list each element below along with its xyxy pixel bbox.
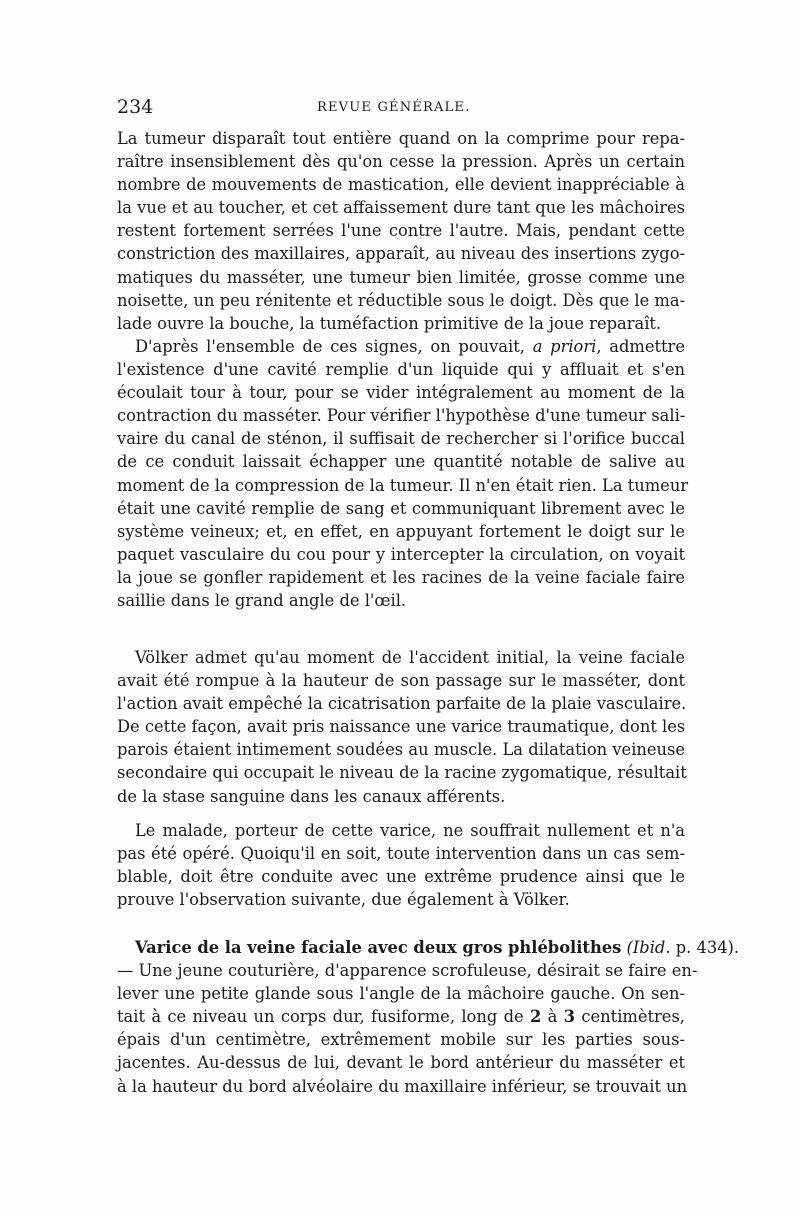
- text-line: La tumeur disparaît tout entière quand on la comprime pour repa-: [117, 129, 685, 148]
- paragraph-3: [117, 646, 685, 808]
- text-line: de ce conduit laissait échapper une quantité notable de salive au: [117, 452, 685, 472]
- text-span: à: [547, 1007, 558, 1027]
- text-line: lade ouvre la bouche, la tuméfaction primitive de la joue reparaît.: [117, 313, 662, 333]
- text-line: avait été rompue à la hauteur de son passage sur le masséter, dont: [117, 671, 685, 691]
- text-line: contraction du masséter. Pour vérifier l'hypothèse d'une tumeur sali-: [117, 406, 686, 426]
- text-line: Le malade, porteur de cette varice, ne souffrait nullement et n'a: [135, 821, 685, 840]
- paragraph-2: [117, 335, 689, 612]
- text-line: la joue se gonfler rapidement et les racines de la veine faciale faire: [117, 567, 685, 587]
- text-line: [117, 335, 685, 358]
- measure-value: 3: [563, 1007, 576, 1027]
- text-line: saillie dans le grand angle de l'œil.: [117, 591, 407, 611]
- text-line: — Une jeune couturière, d'apparence scrofuleuse, désirait se faire en-: [117, 961, 698, 981]
- text-line: lever une petite glande sous l'angle de la mâchoire gauche. On sen-: [117, 984, 685, 1004]
- text-line: constriction des maxillaires, apparaît, au niveau des insertions zygo-: [117, 244, 685, 264]
- text-span: centimètres,: [581, 1007, 685, 1027]
- text-line: système veineux; et, en effet, en appuyant fortement le doigt sur le: [117, 521, 685, 541]
- text-line: à la hauteur du bord alvéolaire du maxillaire inférieur, se trouvait un: [117, 1076, 688, 1096]
- text-line: écoulait tour à tour, pour se vider intégralement au moment de la: [117, 383, 685, 403]
- page-header: [117, 93, 685, 121]
- text-line: paquet vasculaire du cou pour y intercepter la circulation, on voyait: [117, 544, 685, 564]
- text-line: nombre de mouvements de mastication, elle devient inappréciable à: [117, 175, 685, 195]
- text-span: p. 434).: [675, 938, 740, 957]
- italic-phrase: a priori: [532, 337, 597, 356]
- text-line: secondaire qui occupait le niveau de la racine zygomatique, résultait: [117, 763, 687, 783]
- text-line: noisette, un peu rénitente et réductible sous le doigt. Dès que le ma-: [117, 290, 686, 310]
- text-line: De cette façon, avait pris naissance une varice traumatique, dont les: [117, 717, 686, 737]
- paragraph-5: [117, 936, 740, 1098]
- text-line: restent fortement serrées l'une contre l'autre. Mais, pendant cette: [117, 221, 685, 241]
- paragraph-4: [117, 819, 685, 911]
- text-line: moment de la compression de la tumeur. Il n'en était rien. La tumeur: [117, 475, 689, 495]
- text-line: jacentes. Au-dessus de lui, devant le bord antérieur du masséter et: [117, 1053, 685, 1073]
- section-heading: Varice de la veine faciale avec deux gros phlébolithes: [135, 938, 622, 957]
- text-line: blable, doit être conduite avec une extrême prudence ainsi que le: [117, 867, 685, 887]
- text-line: raître insensiblement dès qu'on cesse la pression. Après un certain: [117, 152, 685, 172]
- text-line: l'existence d'une cavité remplie d'un liquide qui y affluait et s'en: [117, 360, 685, 380]
- text-span: , admettre: [596, 337, 685, 356]
- text-line: [117, 1005, 685, 1028]
- text-line: pas été opéré. Quoiqu'il en soit, toute intervention dans un cas sem-: [117, 844, 685, 864]
- text-line: prouve l'observation suivante, due également à Völker.: [117, 890, 570, 910]
- paragraph-1: [117, 127, 685, 335]
- text-span: tait à ce niveau un corps dur, fusiforme, long de: [117, 1007, 524, 1027]
- text-line: Völker admet qu'au moment de l'accident initial, la veine faciale: [135, 648, 685, 667]
- text-line: [117, 936, 740, 959]
- text-line: parois étaient intimement soudées au muscle. La dilatation veineuse: [117, 740, 685, 760]
- text-line: était une cavité remplie de sang et communiquant librement avec le: [117, 498, 685, 518]
- page-number: 234: [117, 96, 154, 118]
- text-line: vaire du canal de sténon, il suffisait de rechercher si l'orifice buccal: [117, 429, 685, 449]
- running-title: REVUE GÉNÉRALE.: [317, 100, 471, 115]
- text-span: D'après l'ensemble de ces signes, on pouvait,: [135, 337, 525, 356]
- text-line: épais d'un centimètre, extrêmement mobile sur les parties sous-: [117, 1030, 685, 1050]
- text-line: de la stase sanguine dans les canaux afférents.: [117, 786, 506, 806]
- text-line: l'action avait empêché la cicatrisation parfaite de la plaie vasculaire.: [117, 694, 687, 714]
- measure-value: 2: [529, 1007, 542, 1027]
- text-line: matiques du masséter, une tumeur bien limitée, grosse comme une: [117, 267, 685, 287]
- text-line: la vue et au toucher, et cet affaissement dure tant que les mâchoires: [117, 198, 685, 218]
- italic-reference: (Ibid.: [626, 938, 671, 957]
